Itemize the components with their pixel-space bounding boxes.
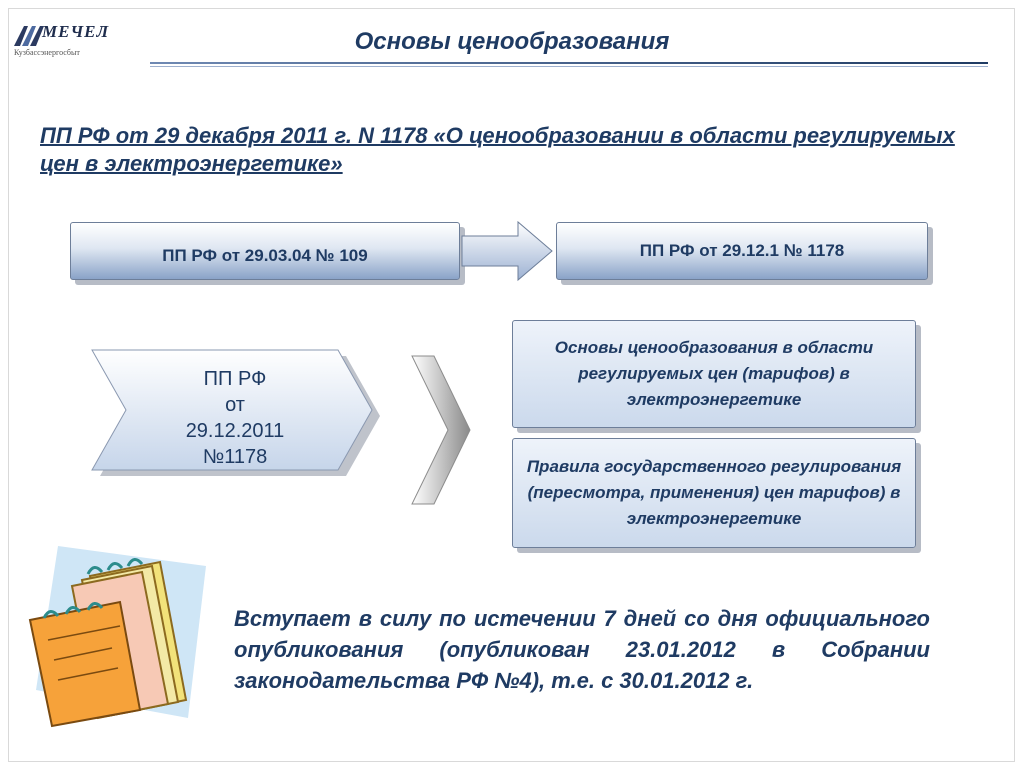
- new-resolution-label: ПП РФ от 29.12.1 № 1178: [639, 241, 845, 260]
- title-divider-thin: [150, 66, 988, 67]
- new-resolution-box: [556, 222, 928, 280]
- chevron-line-4: №1178: [202, 446, 268, 468]
- effective-date-text: Вступает в силу по истечении 7 дней со дня официального опубликования (опубликован 23.01.2012 в Собрании законодательства РФ №4), т.е. с 30.01.2012 г.: [234, 606, 930, 693]
- resolution-heading-text: ПП РФ от 29 декабря 2011 г. N 1178 «О ценообразовании в области регулируемых цен в электроэнергетике»: [40, 123, 955, 176]
- chevron-text: [150, 366, 320, 470]
- chevron-line-1: ПП РФ: [203, 368, 267, 390]
- chevron-line-2: от: [225, 394, 245, 416]
- regulation-rules-box: [512, 438, 916, 548]
- pricing-basics-text: Основы ценообразования в области регулируемых цен (тарифов) в электроэнергетике: [554, 338, 874, 409]
- old-resolution-label: ПП РФ от 29.03.04 № 109: [162, 246, 368, 265]
- gray-chevron-icon: [404, 352, 474, 512]
- old-resolution-box: [70, 222, 460, 280]
- logo-name: МЕЧЕЛ: [42, 22, 110, 41]
- page-title: Основы ценообразования: [354, 28, 670, 55]
- regulation-rules-text: Правила государственного регулирования (пересмотра, применения) цен тарифов) в электроэнергетике: [526, 457, 902, 528]
- right-arrow-icon: [458, 218, 558, 284]
- logo-subtitle: Кузбассэнергосбыт: [14, 48, 80, 57]
- pricing-basics-box: [512, 320, 916, 428]
- notepad-clipart-icon: [8, 540, 213, 730]
- resolution-heading: [40, 122, 990, 178]
- title-divider: [150, 62, 988, 64]
- chevron-line-3: 29.12.2011: [185, 420, 285, 442]
